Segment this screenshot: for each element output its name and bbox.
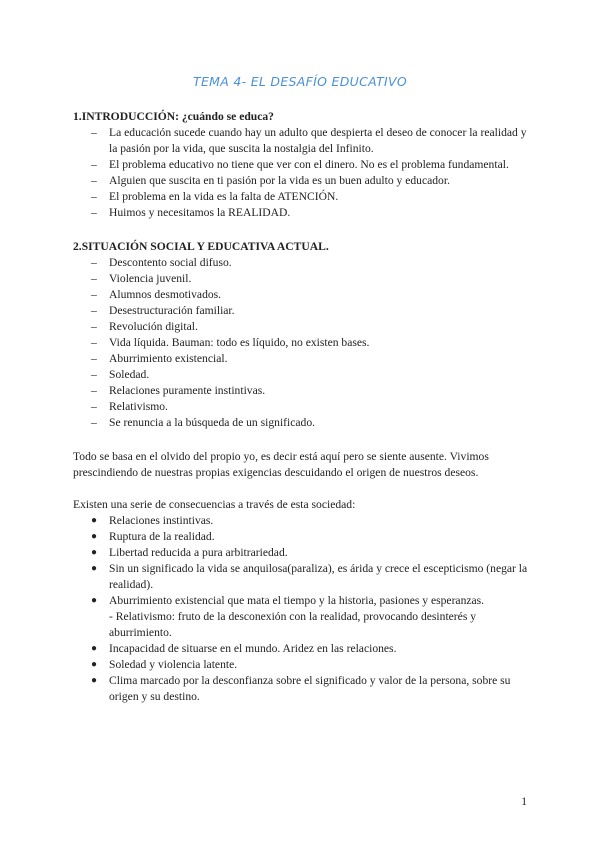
dash-marker: –: [91, 158, 97, 171]
list-item: ● Clima marcado por la desconfianza sobre el significado y valor de la persona, sobre su origen y su destino.: [91, 674, 511, 703]
list-item: – La educación sucede cuando hay un adulto que despierta el deseo de conocer la realidad y la pasión por la vida, que suscita la nostalgia del Infinito.: [91, 126, 527, 155]
dash-marker: –: [91, 304, 97, 317]
bullet-marker: ●: [91, 531, 98, 542]
list-item: – Revolución digital.: [91, 320, 198, 333]
list-item: – Vida líquida. Bauman: todo es líquido, no existen bases.: [91, 336, 370, 349]
list-item: – Se renuncia a la búsqueda de un significado.: [91, 416, 316, 429]
bullet-marker: ●: [91, 547, 98, 558]
list-item: – Descontento social difuso.: [91, 256, 232, 269]
dash-marker: –: [91, 288, 97, 301]
list-item: – Relativismo.: [91, 400, 168, 413]
dash-marker: –: [91, 126, 97, 139]
bullet-marker: ●: [91, 563, 98, 574]
dash-marker: –: [91, 416, 97, 429]
relativismo-subnote: - Relativismo: fruto de la desconexión con la realidad, provocando desinterés y aburrimiento.: [109, 610, 477, 639]
list-item: – El problema en la vida es la falta de ATENCIÓN.: [91, 190, 339, 203]
list-item: ● Aburrimiento existencial que mata el tiempo y la historia, pasiones y esperanzas. - Relativismo: fruto de la desconexión con la realidad, provocando desinterés y aburrimiento.: [73, 593, 533, 641]
situacion-list: [73, 255, 533, 431]
dash-marker: –: [91, 272, 97, 285]
dash-marker: –: [91, 206, 97, 219]
list-item: ● Soledad y violencia latente.: [91, 658, 238, 671]
bullet-marker: ●: [91, 675, 98, 686]
dash-marker: –: [91, 256, 97, 269]
dash-marker: –: [91, 320, 97, 333]
document-title: TEMA 4- EL DESAFÍO EDUCATIVO: [193, 74, 407, 89]
list-item: ● Ruptura de la realidad.: [91, 530, 215, 543]
dash-marker: –: [91, 352, 97, 365]
list-item: – El problema educativo no tiene que ver con el dinero. No es el problema fundamental.: [91, 158, 509, 171]
section-heading-situacion: 2.SITUACIÓN SOCIAL Y EDUCATIVA ACTUAL.: [73, 240, 329, 253]
list-item: ● Sin un significado la vida se anquilosa(paraliza), es árida y crece el escepticismo (negar la realidad).: [91, 562, 528, 591]
bullet-marker: ●: [91, 643, 98, 654]
dash-marker: –: [91, 190, 97, 203]
consequences-list: [73, 513, 533, 705]
list-item: – Aburrimiento existencial.: [91, 352, 228, 365]
page-number: 1: [521, 795, 527, 808]
dash-marker: –: [91, 174, 97, 187]
document-body: [73, 109, 533, 705]
dash-marker: –: [91, 400, 97, 413]
list-item: – Desestructuración familiar.: [91, 304, 235, 317]
introduccion-list: [73, 125, 533, 221]
list-item: – Soledad.: [91, 368, 150, 381]
list-item: ● Relaciones instintivas.: [91, 514, 214, 527]
list-item: – Huimos y necesitamos la REALIDAD.: [91, 206, 291, 219]
list-item: – Alguien que suscita en ti pasión por la vida es un buen adulto y educador.: [91, 174, 450, 187]
dash-marker: –: [91, 384, 97, 397]
section-heading-introduccion: 1.INTRODUCCIÓN: ¿cuándo se educa?: [73, 110, 274, 123]
bullet-marker: ●: [91, 595, 98, 606]
dash-marker: –: [91, 336, 97, 349]
paragraph-olvido-del-yo: Todo se basa en el olvido del propio yo, es decir está aquí pero se siente ausente. Vivimos prescindiendo de nuestras propias exigencias descuidando el origen de nuestros deseos.: [73, 450, 489, 479]
list-item: ● Libertad reducida a pura arbitrariedad.: [91, 546, 288, 559]
list-item: – Violencia juvenil.: [91, 272, 192, 285]
list-item: ● Incapacidad de situarse en el mundo. Aridez en las relaciones.: [91, 642, 397, 655]
consequences-intro: Existen una serie de consecuencias a través de esta sociedad:: [73, 498, 356, 511]
list-item: – Relaciones puramente instintivas.: [91, 384, 266, 397]
dash-marker: –: [91, 368, 97, 381]
bullet-marker: ●: [91, 515, 98, 526]
list-item: – Alumnos desmotivados.: [91, 288, 222, 301]
bullet-marker: ●: [91, 659, 98, 670]
